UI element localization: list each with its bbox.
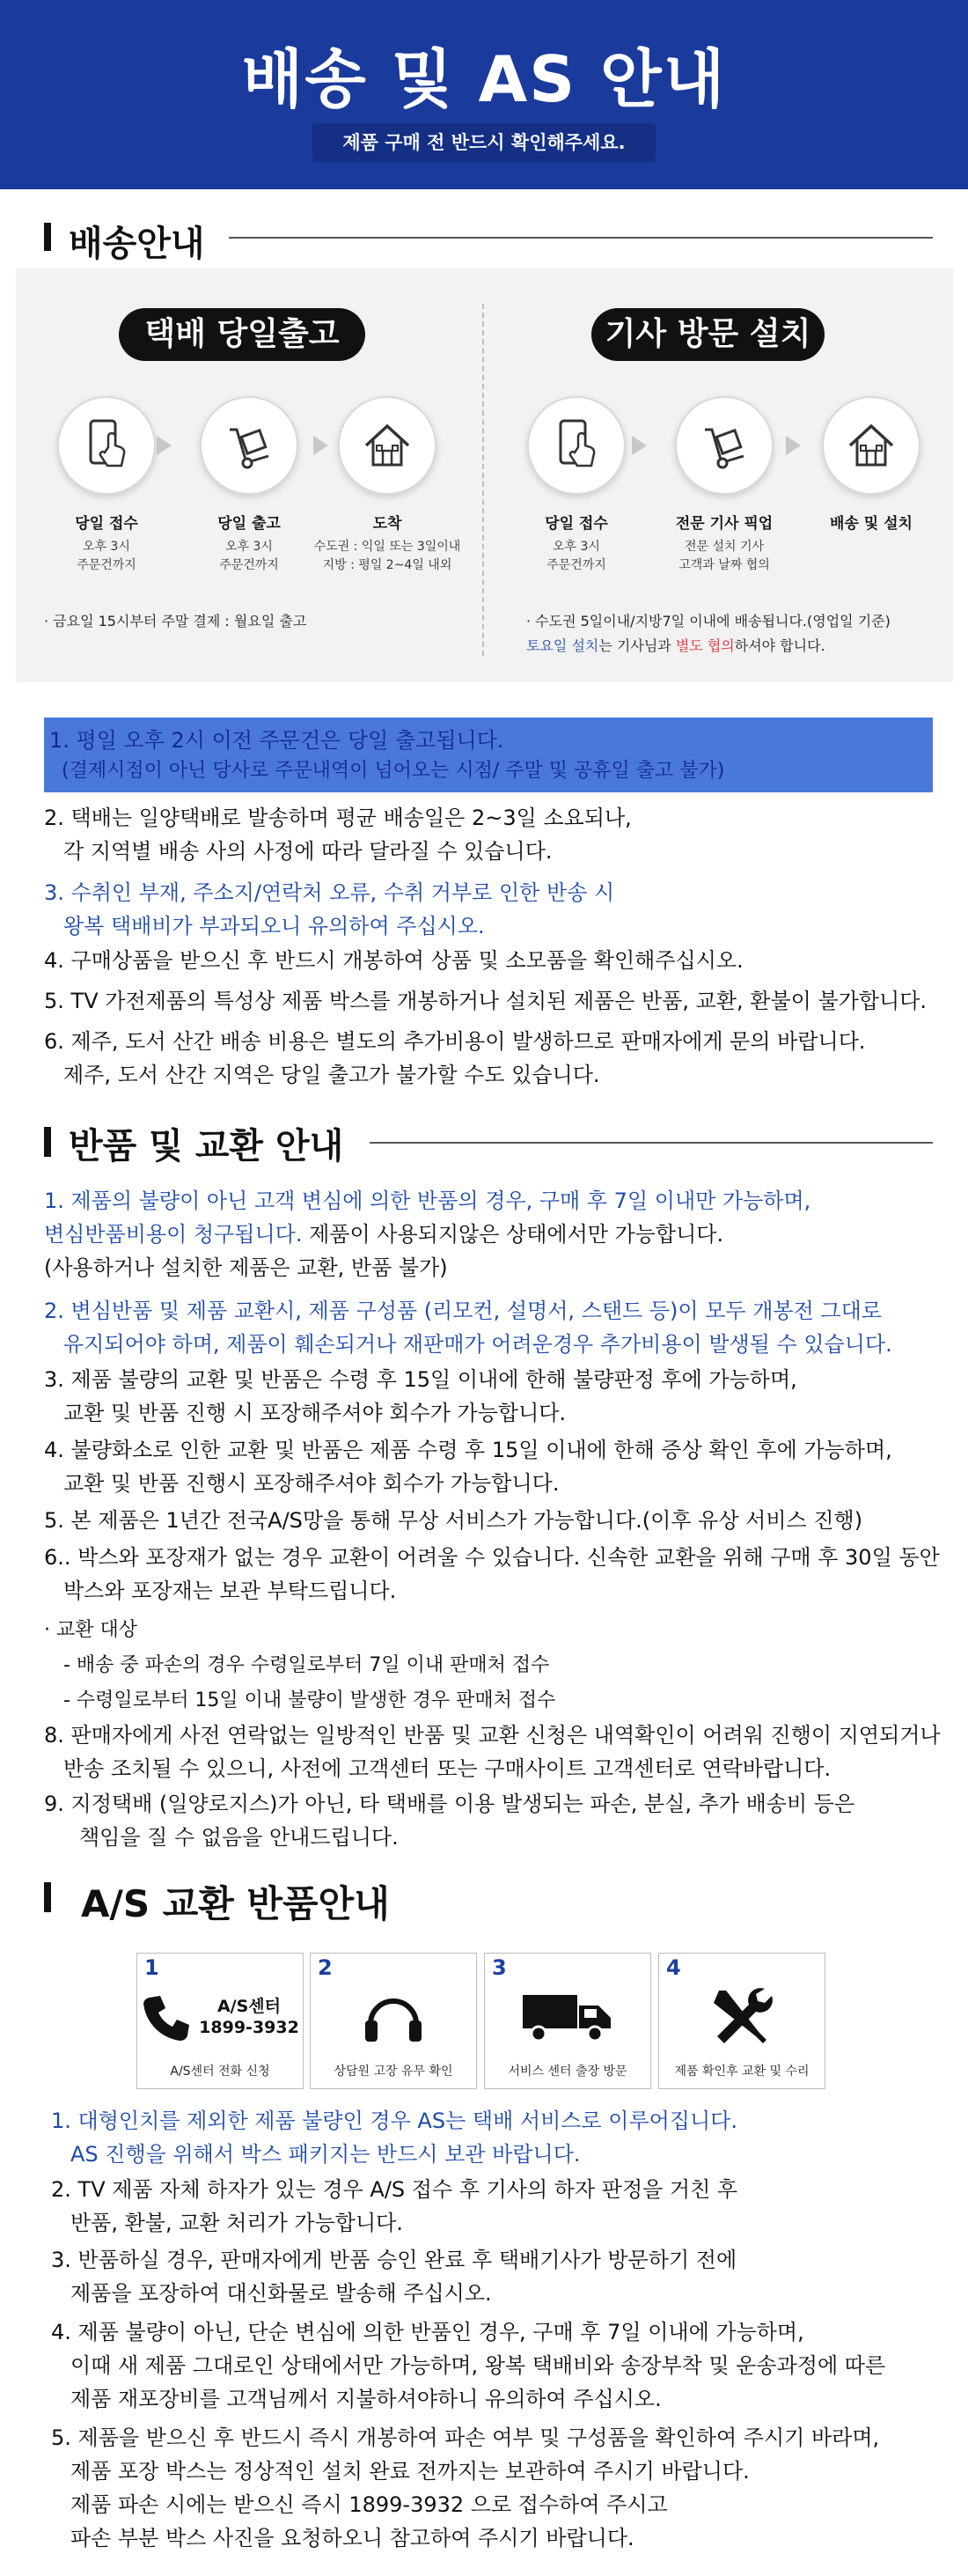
page-subtitle: 제품 구매 전 반드시 확인해주세요.	[312, 123, 656, 162]
as-item-3: 3. 반품하실 경우, 판매자에게 반품 승인 완료 후 택배기사가 방문하기 전에 제품을 포장하여 대신화물로 발송해 주십시오.	[51, 2248, 737, 2306]
as-step-4: 4 제품 확인후 교환 및 수리	[658, 1953, 825, 2089]
as-step-3: 3 서비스 센터 출장 방문	[484, 1953, 651, 2089]
returns-item-9: 9. 지정택배 (일양로지스)가 아닌, 타 택배를 이용 발생되는 파손, 분실, 추가 배송비 등은 책임을 질 수 없음을 안내드립니다.	[44, 1792, 855, 1850]
left-step-receipt: 당일 접수 오후 3시 주문건까지	[32, 396, 181, 575]
as-step-1: 1 A/S센터 1899-3932 A/S센터 전화 신청	[136, 1953, 304, 2089]
returns-item-6: 6.. 박스와 포장재가 없는 경우 교환이 어려울 수 있습니다. 신속한 교환을 위해 구매 후 30일 동안 박스와 포장재는 보관 부탁드립니다.	[44, 1545, 940, 1603]
page-title: 배송 및 AS 안내	[241, 42, 727, 116]
right-note: · 수도권 5일이내/지방7일 이내에 배송됩니다.(영업일 기준) 토요일 설치는 기사님과 별도 협의하셔야 합니다.	[526, 613, 891, 654]
as-item-5: 5. 제품을 받으신 후 반드시 즉시 개봉하여 파손 여부 및 구성품을 확인하여 주시기 바라며, 제품 포장 박스는 정상적인 설치 완료 전까지는 보관하여 주시기 바랍니다. 제품 파손 시에는 받으신 즉시 1899-3932 으로 접수하여 주시고 파손 부분 박스 사진을 요청하오니 참고하여 주시기 바랍니다.	[51, 2425, 880, 2550]
panel-divider	[482, 304, 484, 656]
as-step-2: 2 상담원 고장 유무 확인	[310, 1953, 477, 2089]
pill-technician-install: 기사 방문 설치	[591, 308, 825, 361]
right-step-install: 배송 및 설치	[796, 396, 946, 533]
hand-truck-icon	[200, 396, 298, 495]
tools-icon	[707, 1982, 777, 2052]
phone-icon	[141, 1991, 194, 2043]
as-item-1: 1. 대형인치를 제외한 제품 불량인 경우 AS는 택배 서비스로 이루어집니다. AS 진행을 위해서 박스 패키지는 반드시 보관 바랍니다.	[51, 2109, 737, 2167]
returns-item-8: 8. 판매자에게 사전 연락없는 일방적인 반품 및 교환 신청은 내역확인이 어려워 진행이 지연되거나 반송 조치될 수 있으니, 사전에 고객센터 또는 구매사이트 고객센터로 연락바랍니다.	[44, 1723, 941, 1781]
delivery-item-4: 4. 구매상품을 받으신 후 반드시 개봉하여 상품 및 소모품을 확인해주십시오.	[44, 948, 744, 973]
phone-touch-icon	[527, 396, 626, 495]
returns-item-3: 3. 제품 불량의 교환 및 반품은 수령 후 15일 이내에 한해 불량판정 후에 가능하며, 교환 및 반품 진행 시 포장해주셔야 회수가 가능합니다.	[44, 1367, 797, 1425]
right-step-pickup: 전문 기사 픽업 전문 설치 기사 고객과 날짜 협의	[649, 396, 799, 575]
returns-item-4: 4. 불량화소로 인한 교환 및 반품은 제품 수령 후 15일 이내에 한해 증상 확인 후에 가능하며, 교환 및 반품 진행시 포장해주셔야 회수가 가능합니다.	[44, 1438, 892, 1496]
as-item-4: 4. 제품 불량이 아닌, 단순 변심에 의한 반품인 경우, 구매 후 7일 이내에 가능하며, 이때 새 제품 그대로인 상태에서만 가능하며, 왕복 택배비와 송장부착 및 운송과정에 따른 제품 재포장비를 고객님께서 지불하셔야하니 유의하여 주십시오.	[51, 2320, 886, 2411]
pill-courier-same-day: 택배 당일출고	[119, 308, 365, 361]
delivery-item-6: 6. 제주, 도서 산간 배송 비용은 별도의 추가비용이 발생하므로 판매자에게 문의 바랍니다. 제주, 도서 산간 지역은 당일 출고가 불가할 수도 있습니다.	[44, 1029, 866, 1087]
delivery-item-3: 3. 수취인 부재, 주소지/연락처 오류, 수취 거부로 인한 반송 시 왕복 택배비가 부과되오니 유의하여 주십시오.	[44, 880, 615, 938]
left-note: · 금요일 15시부터 주말 결제 : 월요일 출고	[44, 613, 307, 629]
phone-touch-icon	[57, 396, 156, 495]
returns-item-1: 1. 제품의 불량이 아닌 고객 변심에 의한 반품의 경우, 구매 후 7일 이내만 가능하며, 변심반품비용이 청구됩니다. 제품이 사용되지않은 상태에서만 가능합니다. (사용하거나 설치한 제품은 교환, 반품 불가)	[44, 1189, 811, 1280]
returns-item-5: 5. 본 제품은 1년간 전국A/S망을 통해 무상 서비스가 가능합니다.(이후 유상 서비스 진행)	[44, 1508, 863, 1533]
returns-item-2: 2. 변심반품 및 제품 교환시, 제품 구성품 (리모컨, 설명서, 스탠드 등)이 모두 개봉전 그대로 유지되어야 하며, 제품이 훼손되거나 재판매가 어려운경우 추가비용이 발생될 수 있습니다.	[44, 1299, 892, 1357]
delivery-item-2: 2. 택배는 일양택배로 발송하며 평균 배송일은 2~3일 소요되나, 각 지역별 배송 사의 사정에 따라 달라질 수 있습니다.	[44, 806, 632, 864]
house-icon	[822, 396, 920, 495]
delivery-item-1-line1: 1. 평일 오후 2시 이전 주문건은 당일 출고됩니다.	[49, 728, 504, 753]
delivery-item-5: 5. TV 가전제품의 특성상 제품 박스를 개봉하거나 설치된 제품은 반품, 교환, 환불이 불가합니다.	[44, 989, 928, 1013]
arrow-right-icon	[157, 436, 172, 455]
arrow-right-icon	[632, 436, 647, 455]
right-step-receipt: 당일 접수 오후 3시 주문건까지	[502, 396, 651, 575]
hand-truck-icon	[675, 396, 774, 495]
left-step-shipping: 당일 출고 오후 3시 주문건까지	[174, 396, 324, 575]
returns-exchange-targets: · 교환 대상 - 배송 중 파손의 경우 수령일로부터 7일 이내 판매처 접수 - 수령일로부터 15일 이내 불량이 발생한 경우 판매처 접수	[44, 1619, 556, 1711]
house-icon	[338, 396, 436, 495]
left-step-arrival: 도착 수도권 : 익일 또는 3일이내 지방 : 평일 2~4일 내외	[308, 396, 466, 575]
header-banner	[0, 0, 968, 189]
truck-icon	[519, 1986, 616, 2048]
headset-icon	[358, 1982, 429, 2052]
delivery-item-1-line2: (결제시점이 아닌 당사로 주문내역이 넘어오는 시점/ 주말 및 공휴일 출고 불가)	[62, 760, 725, 782]
as-item-2: 2. TV 제품 자체 하자가 있는 경우 A/S 접수 후 기사의 하자 판정을 거친 후 반품, 환불, 교환 처리가 가능합니다.	[51, 2177, 738, 2235]
